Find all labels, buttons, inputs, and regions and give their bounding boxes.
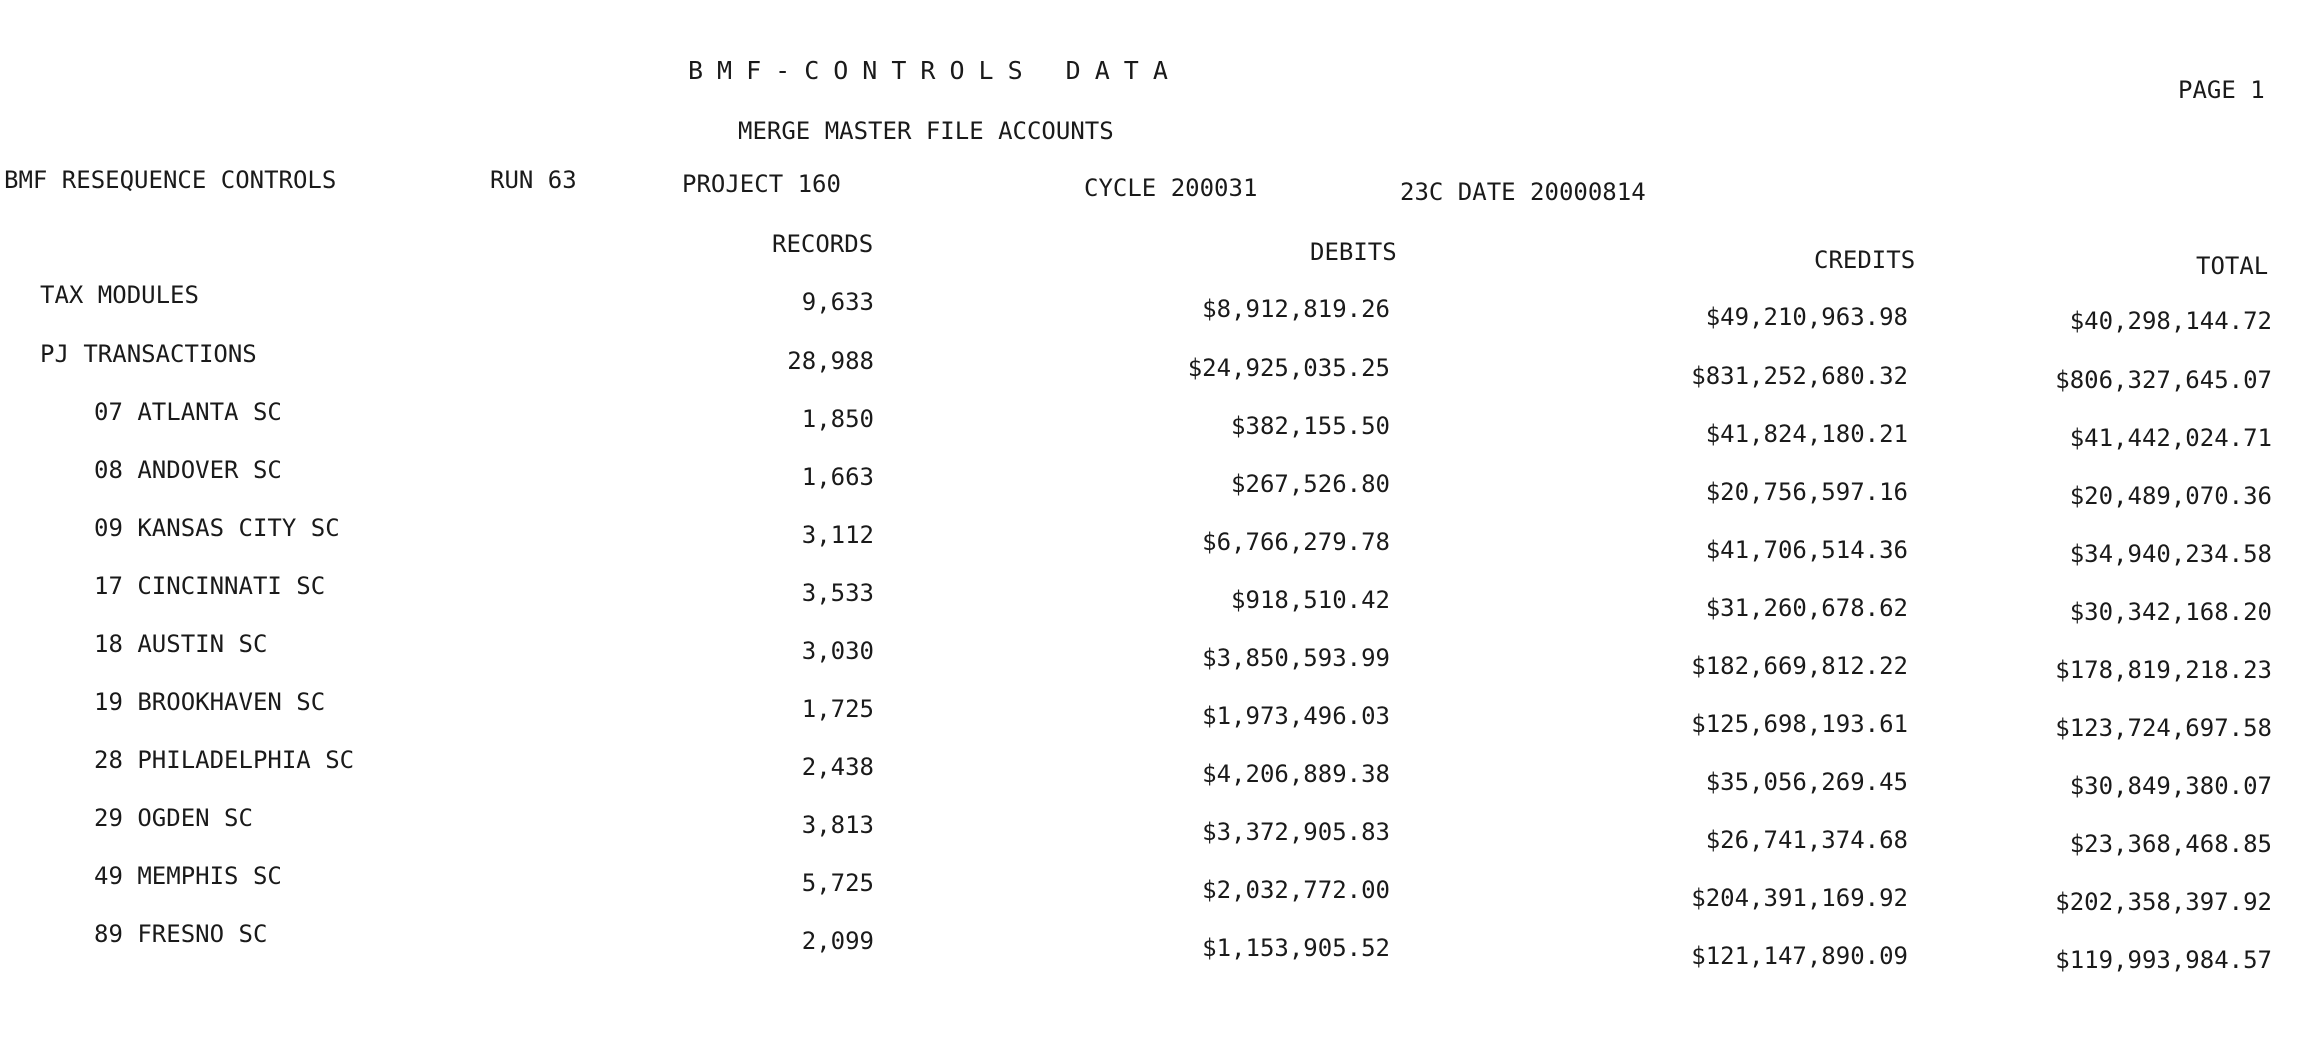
debits-cell: $3,850,593.99 (1202, 644, 1390, 672)
credits-cell: $831,252,680.32 (1691, 362, 1908, 390)
records-cell: 3,813 (801, 811, 874, 839)
row-label: 18 AUSTIN SC (94, 630, 268, 658)
records-cell: 1,725 (801, 695, 874, 723)
debits-cell: $3,372,905.83 (1202, 818, 1390, 846)
total-cell: $41,442,024.71 (2069, 424, 2272, 452)
credits-cell: $125,698,193.61 (1691, 710, 1908, 738)
total-cell: $806,327,645.07 (2055, 366, 2272, 394)
row-label: TAX MODULES (40, 281, 199, 309)
credits-cell: $121,147,890.09 (1691, 942, 1908, 970)
debits-cell: $382,155.50 (1231, 412, 1390, 440)
records-cell: 3,533 (801, 579, 874, 607)
records-cell: 5,725 (801, 869, 874, 897)
column-header-total: TOTAL (2196, 252, 2269, 280)
debits-cell: $8,912,819.26 (1202, 295, 1390, 323)
records-cell: 3,112 (801, 521, 874, 549)
credits-cell: $20,756,597.16 (1705, 478, 1908, 506)
report-date: 23C DATE 20000814 (1400, 178, 1646, 206)
row-label: 89 FRESNO SC (94, 920, 268, 948)
row-label: 28 PHILADELPHIA SC (94, 746, 355, 774)
total-cell: $123,724,697.58 (2055, 714, 2272, 742)
column-header-credits: CREDITS (1814, 246, 1916, 274)
credits-cell: $204,391,169.92 (1691, 884, 1908, 912)
debits-cell: $918,510.42 (1231, 586, 1390, 614)
records-cell: 9,633 (801, 288, 874, 316)
credits-cell: $35,056,269.45 (1705, 768, 1908, 796)
credits-cell: $26,741,374.68 (1705, 826, 1908, 854)
credits-cell: $31,260,678.62 (1705, 594, 1908, 622)
total-cell: $40,298,144.72 (2069, 307, 2272, 335)
credits-cell: $49,210,963.98 (1705, 303, 1908, 331)
total-cell: $20,489,070.36 (2069, 482, 2272, 510)
column-header-debits: DEBITS (1310, 238, 1397, 266)
total-cell: $34,940,234.58 (2069, 540, 2272, 568)
records-cell: 2,099 (801, 927, 874, 955)
controls-label: BMF RESEQUENCE CONTROLS (4, 166, 337, 194)
row-label: 07 ATLANTA SC (94, 398, 282, 426)
debits-cell: $4,206,889.38 (1202, 760, 1390, 788)
row-label: PJ TRANSACTIONS (40, 340, 257, 368)
total-cell: $202,358,397.92 (2055, 888, 2272, 916)
page-number: PAGE 1 (2178, 76, 2265, 104)
column-header-records: RECORDS (772, 230, 874, 258)
row-label: 08 ANDOVER SC (94, 456, 282, 484)
credits-cell: $182,669,812.22 (1691, 652, 1908, 680)
records-cell: 2,438 (801, 753, 874, 781)
debits-cell: $1,973,496.03 (1202, 702, 1390, 730)
debits-cell: $267,526.80 (1231, 470, 1390, 498)
records-cell: 3,030 (801, 637, 874, 665)
records-cell: 1,663 (801, 463, 874, 491)
total-cell: $119,993,984.57 (2055, 946, 2272, 974)
total-cell: $23,368,468.85 (2069, 830, 2272, 858)
cycle-number: CYCLE 200031 (1084, 174, 1258, 202)
report-subtitle: MERGE MASTER FILE ACCOUNTS (738, 117, 1114, 145)
row-label: 09 KANSAS CITY SC (94, 514, 340, 542)
credits-cell: $41,706,514.36 (1705, 536, 1908, 564)
row-label: 29 OGDEN SC (94, 804, 253, 832)
run-number: RUN 63 (490, 166, 577, 194)
debits-cell: $24,925,035.25 (1187, 354, 1390, 382)
total-cell: $30,849,380.07 (2069, 772, 2272, 800)
project-number: PROJECT 160 (682, 170, 841, 198)
row-label: 49 MEMPHIS SC (94, 862, 282, 890)
credits-cell: $41,824,180.21 (1705, 420, 1908, 448)
records-cell: 1,850 (801, 405, 874, 433)
total-cell: $178,819,218.23 (2055, 656, 2272, 684)
debits-cell: $1,153,905.52 (1202, 934, 1390, 962)
debits-cell: $6,766,279.78 (1202, 528, 1390, 556)
row-label: 19 BROOKHAVEN SC (94, 688, 326, 716)
report-title: BMF-CONTROLS DATA (688, 56, 1182, 85)
total-cell: $30,342,168.20 (2069, 598, 2272, 626)
debits-cell: $2,032,772.00 (1202, 876, 1390, 904)
row-label: 17 CINCINNATI SC (94, 572, 326, 600)
records-cell: 28,988 (787, 347, 874, 375)
